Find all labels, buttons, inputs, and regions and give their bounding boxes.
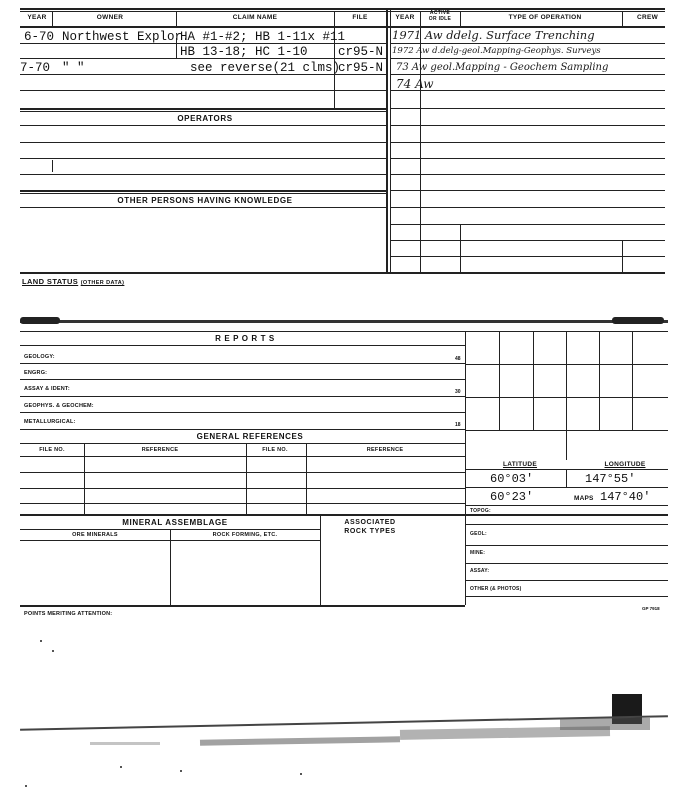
header-type-of-operation: TYPE OF OPERATION <box>508 14 582 21</box>
row3-year: 7-70 <box>20 61 51 75</box>
associated-rock-types: ASSOCIATED ROCK TYPES <box>344 519 396 535</box>
general-refs-reference-2: REFERENCE <box>366 447 404 453</box>
header-year: YEAR <box>27 14 47 21</box>
operation-73: 73 Aw geol.Mapping - Geochem Sampling <box>396 62 609 73</box>
general-refs-reference-1: REFERENCE <box>141 447 179 453</box>
reports-title: R E P O R T S <box>215 334 275 343</box>
general-refs-file-no-2: FILE NO. <box>262 447 288 453</box>
report-assay-num: 30 <box>455 389 461 395</box>
land-status <box>22 277 124 286</box>
longitude-value: 147°55' <box>585 472 636 486</box>
report-engrg: ENGRG: <box>24 370 48 376</box>
latitude-value: 60°03' <box>490 472 534 486</box>
knowledge-title: OTHER PERSONS HAVING KNOWLEDGE <box>117 196 293 205</box>
header-owner: OWNER <box>96 14 124 21</box>
general-refs-title: GENERAL REFERENCES <box>196 432 304 441</box>
points-meriting-attention: POINTS MERITING ATTENTION: <box>24 611 113 617</box>
mine-label: MINE: <box>470 550 486 556</box>
scan-bar <box>20 320 668 323</box>
latitude-value-2: 60°23' <box>490 490 534 504</box>
other-photos-label: OTHER (& PHOTOS) <box>470 586 522 592</box>
header-file: FILE <box>352 14 368 21</box>
geol-label: GEOL: <box>470 531 487 537</box>
report-geology: GEOLOGY: <box>24 354 55 360</box>
report-geophys: GEOPHYS. & GEOCHEM: <box>24 403 94 409</box>
general-refs-file-no-1: FILE NO. <box>39 447 65 453</box>
ore-minerals-label: ORE MINERALS <box>72 532 118 538</box>
topog-label: TOPOG: <box>470 508 491 514</box>
row2-claim: HB 13-18; HC 1-10 <box>180 45 308 59</box>
longitude-label: LONGITUDE <box>604 461 646 468</box>
row1-claim: HA #1-#2; HB 1-11x #11 <box>180 30 346 44</box>
operation-74: 74 Aw <box>396 77 434 91</box>
maps-label: MAPS <box>574 495 594 502</box>
assay-label: ASSAY: <box>470 568 490 574</box>
report-assay: ASSAY & IDENT: <box>24 386 70 392</box>
row1-owner: Northwest Explor. <box>62 30 190 44</box>
form-code: GP 7918 <box>642 606 660 611</box>
land-status-sub: (OTHER DATA) <box>80 280 125 286</box>
row3-owner: " " <box>62 61 85 75</box>
land-status-label: LAND STATUS <box>22 277 79 286</box>
row2-file: cr95-N <box>338 45 384 59</box>
operation-1972: 1972 Aw d.delg-geol.Mapping-Geophys. Surveys <box>392 46 601 56</box>
header-active-idle: ACTIVE OR IDLE <box>428 10 452 22</box>
latitude-label: LATITUDE <box>502 461 538 468</box>
row3-claim: see reverse(21 clms) <box>190 61 341 75</box>
header-year-2: YEAR <box>395 14 415 21</box>
mineral-title: MINERAL ASSEMBLAGE <box>122 518 228 527</box>
row3-file: cr95-N <box>338 61 384 75</box>
report-metallurgical: METALLURGICAL: <box>24 419 76 425</box>
operators-title: OPERATORS <box>177 114 233 123</box>
header-crew: CREW <box>636 14 659 21</box>
rock-forming-label: ROCK FORMING, ETC. <box>212 532 278 538</box>
report-geology-num: 48 <box>455 356 461 362</box>
header-claim-name: CLAIM NAME <box>232 14 278 21</box>
row1-year: 6-70 <box>24 30 55 44</box>
operation-1971: 1971 Aw ddelg. Surface Trenching <box>392 28 595 42</box>
report-metallurgical-num: 18 <box>455 422 461 428</box>
longitude-value-2: 147°40' <box>600 490 651 504</box>
